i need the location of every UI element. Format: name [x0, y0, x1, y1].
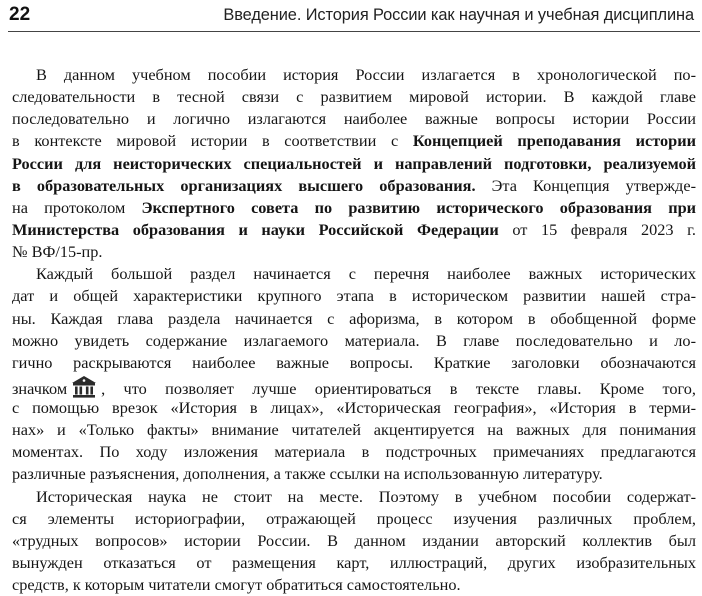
- text-run: последовательно и логично излагаются наиболее важные вопросы истории России: [12, 109, 696, 129]
- text-run: дат и общей характеристики крупного этапа в историческом развитии нашей стра-: [12, 286, 696, 306]
- text-line: [12, 263, 696, 285]
- text-run: значком: [12, 378, 68, 398]
- bold-term: России для неисторических специальностей и направлений подготовки, реализуемой: [12, 153, 696, 173]
- text-line: [12, 441, 696, 463]
- text-line: [12, 463, 696, 485]
- text-run: различные разъяснения, дополнения, а также ссылки на использованную литературу.: [12, 464, 603, 484]
- text-run: Историческая наука не стоит на месте. Поэтому в учебном пособии содержат-: [36, 486, 696, 506]
- text-run: нах» и «Только факты» внимание читателей акцентируется на важных для понимания: [12, 420, 696, 440]
- text-line: [12, 574, 696, 596]
- text-line: [12, 330, 696, 352]
- text-line: [12, 508, 696, 530]
- text-run: В данном учебном пособии история России излагается в хронологической по-: [36, 65, 696, 84]
- text-run: ся элементы историографии, отражающей процесс изучения различных проблем,: [12, 508, 696, 528]
- text-run: следовательности в тесной связи с развитием мировой истории. В каждой главе: [12, 87, 696, 107]
- paragraph-3: [12, 486, 696, 596]
- text-run: вынужден отказаться от размещения карт, иллюстраций, других изобразительных: [12, 552, 696, 572]
- text-line: [12, 352, 696, 374]
- text-run: , что позволяет лучше ориентироваться в тексте главы. Кроме того,: [101, 378, 696, 398]
- text-run: моментах. По ходу изложения материала в подстрочных примечаниях предлагаются: [12, 442, 696, 462]
- text-run: на протоколом: [12, 197, 142, 217]
- bold-term: Министерства образования и науки Российской Федерации: [12, 219, 499, 239]
- text-line: [12, 108, 696, 130]
- bold-term: Экспертного совета по развитию исторического образования при: [141, 197, 697, 217]
- text-line: [12, 241, 696, 263]
- text-line: [12, 397, 696, 419]
- text-line: [12, 130, 696, 152]
- text-line: [12, 419, 696, 441]
- text-run: можно увидеть содержание излагаемого материала. В главе последовательно и ло-: [12, 330, 696, 350]
- paragraph-1: [12, 64, 696, 263]
- text-run: «трудных вопросов» истории России. В данном издании авторский коллектив был: [12, 530, 696, 550]
- bold-term: в образовательных организациях высшего образования.: [12, 175, 476, 195]
- text-run: № ВФ/15-пр.: [12, 242, 103, 262]
- text-run: Каждый большой раздел начинается с перечня наиболее важных исторических: [36, 264, 696, 284]
- running-head: Введение. История России как научная и учебная дисциплина: [223, 6, 694, 24]
- paragraph-2: [12, 263, 696, 485]
- text-line: [12, 197, 696, 219]
- text-line: [12, 64, 696, 86]
- text-line: [12, 285, 696, 307]
- text-run: ны. Каждая глава раздела начинается с афоризма, в котором в обобщенной форме: [12, 308, 696, 328]
- text-line: [12, 308, 696, 330]
- text-run: в контексте мировой истории в соответствии с: [12, 131, 413, 151]
- text-run: Эта Концепция утвержде-: [475, 175, 696, 195]
- text-line: [12, 153, 696, 175]
- text-line: [12, 86, 696, 108]
- text-line: [12, 552, 696, 574]
- text-run: от 15 февраля 2023 г.: [498, 219, 696, 239]
- text-line: [12, 486, 696, 508]
- body-text: [12, 64, 696, 596]
- text-line: [12, 175, 696, 197]
- text-run: средств, к которым читатели смогут обратиться самостоятельно.: [12, 575, 461, 595]
- page-header: [0, 0, 702, 36]
- header-rule: [8, 31, 700, 32]
- bold-term: Концепцией преподавания истории: [412, 131, 696, 151]
- text-line: [12, 530, 696, 552]
- page-number: 22: [9, 4, 31, 25]
- text-run: с помощью врезок «История в лицах», «Историческая география», «История в терми-: [12, 397, 696, 417]
- text-run: гично раскрываются наиболее важные вопросы. Краткие заголовки обозначаются: [12, 352, 696, 372]
- text-line: [12, 219, 696, 241]
